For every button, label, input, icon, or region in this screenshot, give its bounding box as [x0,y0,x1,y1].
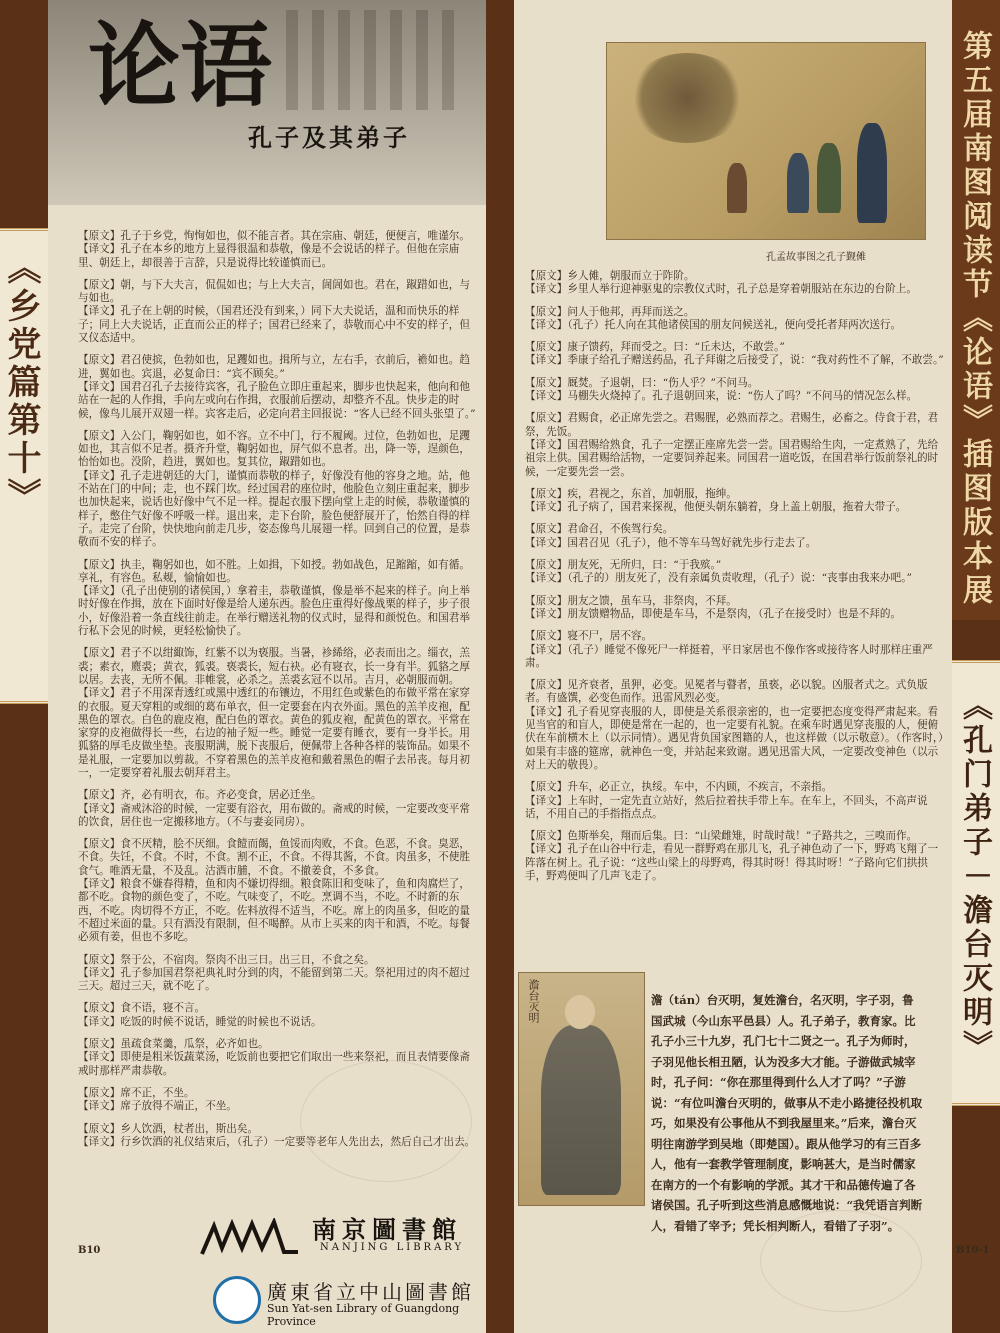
text-paragraph: 【译文】席子放得不端正，不坐。 [78,1100,237,1113]
figure-decoration [787,153,809,213]
portrait-head [565,995,595,1029]
disciple-biography: 澹（tán）台灭明，复姓澹台，名灭明，字子羽，鲁国武城（今山东平邑县）人。孔子弟子，教育家。比孔子小三十九岁，孔门七十二贤之一。孔子为师时，子羽见他长相丑陋，认为没多大才能。子游做武城宰时，孔子问：“你在那里得到什么人才了吗？”子游说：“有位叫澹台灭明的，做事从不走小路捷径投机取巧，如果没有公事他从不到我屋里来。”后来，澹台灭明往南游学到吴地（即楚国）。跟从他学习的有三百多人，他有一套教学管理制度，影响甚大，是当时儒家在南方的一个有影响的学派。其才干和品德传遍了各诸侯国。孔子听到这些消息感慨地说：“我凭语言判断人，看错了宰予；凭长相判断人，看错了子羽”。 [651,993,923,1233]
center-spine [486,0,514,1333]
text-paragraph: 【原文】君赐食，必正席先尝之。君赐腥，必熟而荐之。君赐生，必畜之。侍食于君，君祭，先饭。 [525,412,939,438]
text-paragraph: 【译文】孔子走进朝廷的大门，谨慎而恭敬的样子，好像没有他的容身之地。站，他不站在门的中间；走，也不踩门坎。经过国君的座位时，他脸色立刻庄重起来，脚步也加快起来，说话也好像中气不足一样。提起衣服下摆向堂上走的时候，恭敬谨慎的样子，憋住气好像不呼吸一样。退出来，走下台阶，脸色便舒展开了，怡然自得的样子。走完了台阶，快快地向前走几步，姿态像鸟儿展翅一样。回到自己的位置，是恭敬而不安的样子。 [78,469,470,549]
page-number-right: B10-1 [956,1245,990,1256]
text-paragraph: 【译文】孔子参加国君祭祀典礼时分到的肉，不能留到第二天。祭祀用过的肉不超过三天。超过三天，就不吃了。 [78,966,470,993]
sketch-decoration [760,1210,922,1312]
text-paragraph: 【原文】乡人傩，朝服而立于阼阶。 [525,270,695,282]
text-paragraph: 【译文】斋戒沐浴的时候，一定要有浴衣，用布做的。斋戒的时候，一定要改变平常的饮食，居住也一定搬移地方。（不与妻妾同房）。 [78,802,470,828]
text-paragraph: 【原文】康子馈药，拜而受之。曰：“丘未达，不敢尝。” [525,341,785,354]
text-paragraph: 【原文】疾，君视之，东首，加朝服，拖绅。 [525,487,737,500]
text-paragraph: 【译文】君子不用深青透红或黑中透红的布镶边，不用红色或紫色的布做平常在家穿的衣服。夏天穿粗的或细的葛布单衣，但一定要套在内衣外面。黑色的羔羊皮袍，配黑色的罩衣。白色的鹿皮袍，配白色的罩衣。黄色的狐皮袍，配黄色的罩衣。平常在家穿的皮袍做得长一些，右边的袖子短一些。睡觉一定要有睡衣，要有一身半长。用狐貉的厚毛皮做坐垫。丧服期满，脱下丧服后，便佩带上各种各样的装饰品。如果不是礼服，一定要加以剪裁。不穿着黑色的羔羊皮袍和戴着黑色的帽子去吊丧。每月初一，一定要穿着礼服去朝拜君主。 [78,687,470,779]
text-paragraph: 【译文】国君召孔子去接待宾客，孔子脸色立即庄重起来，脚步也快起来，他向和他站在一起的人作揖，手向左或向右作揖，衣服前后摆动，却整齐不乱。快步走的时候，像鸟儿展开双翅一样。宾客走后，必定向君主回报说：“客人已经不回头张望了。” [78,380,476,420]
text-paragraph: 【原文】虽疏食菜羹，瓜祭，必齐如也。 [78,1038,269,1051]
page-number-left: B10 [78,1245,101,1256]
nanjing-library-name: 南京圖書館 [312,1215,462,1244]
text-paragraph: 【原文】孔子于乡党，恂恂如也，似不能言者。其在宗庙、朝廷，便便言，唯谨尔。 [78,230,470,242]
text-paragraph: 【原文】君子不以绀緅饰，红紫不以为亵服。当暑，袗絺绤，必表而出之。缁衣，羔裘；素衣，麑裘；黄衣，狐裘。亵裘长，短右袂。必有寝衣，长一身有半。狐貉之厚以居。去丧，无所不佩。非帷裳，必杀之。羔裘玄冠不以吊。吉月，必朝服而朝。 [78,647,470,686]
disciple-portrait [518,972,645,1206]
relief-figures-decoration [286,10,466,110]
text-paragraph: 【原文】食不语，寝不言。 [78,1002,206,1015]
text-paragraph: 【译文】（孔子）睡觉不像死尸一样挺着，平日家居也不像作客或接待客人时那样庄重严肃。 [525,643,933,669]
text-paragraph: 【原文】齐，必有明衣，布。齐必变食，居必迁坐。 [78,789,322,802]
guangdong-library-english: Sun Yat-sen Library of Guangdong Province [267,1302,460,1328]
painting-caption: 孔孟故事图之孔子觐傩 [766,252,866,263]
text-paragraph: 【译文】（孔子的）朋友死了，没有亲属负责收理，（孔子）说：“丧事由我来办吧。” [525,572,912,585]
chapter-title: 《乡党篇第十》 [1,250,41,516]
text-paragraph: 【译文】国君赐给熟食，孔子一定摆正座席先尝一尝。国君赐给生肉，一定煮熟了，先给祖宗上供。国君赐给活物，一定要饲养起来。同国君一道吃饭，在国君举行饭前祭礼的时候，一定要先尝一尝。 [525,438,939,478]
guangdong-library-logo [205,1270,495,1326]
portrait-label: 澹台灭明 [527,979,540,1023]
text-paragraph: 【原文】朋友之馈，虽车马，非祭肉，不拜。 [525,594,737,607]
text-paragraph: 【译文】乡里人举行迎神驱鬼的宗教仪式时，孔子总是穿着朝服站在东边的台阶上。 [525,283,917,296]
text-paragraph: 【译文】吃饭的时候不说话，睡觉的时候也不说话。 [78,1015,322,1028]
figure-decoration [817,143,841,213]
sketch-decoration [300,1060,472,1182]
text-paragraph: 【原文】祭于公，不宿肉。祭肉不出三日。出三日，不食之矣。 [78,953,375,966]
nanjing-library-english: NANJING LIBRARY [320,1242,465,1253]
text-paragraph: 【译文】（孔子出使别的诸侯国，）拿着圭，恭敬谨慎，像是举不起来的样子。向上举时好像在作揖，放在下面时好像是给人递东西。脸色庄重得好像战栗的样子，步子很小，好像沿着一条直线往前走。在举行赠送礼物的仪式时，显得和颜悦色。和国君举行私下会见的时候，更轻松愉快了。 [78,585,470,638]
right-text-column [525,270,945,883]
text-paragraph: 【原文】入公门，鞠躬如也，如不容。立不中门，行不履阈。过位，色勃如也，足躩如也，其言似不足者。摄齐升堂，鞠躬如也，屏气似不息者。出，降一等，逞颜色，怡怡如也。没阶，趋进，翼如也。复其位，踧踖如也。 [78,429,470,469]
text-paragraph: 【原文】色斯举矣，翔而后集。曰：“山梁雌雉，时哉时哉！”子路共之，三嗅而作。 [525,830,918,843]
page-subtitle: 孔子及其弟子 [248,123,410,152]
text-paragraph: 【原文】问人于他邦，再拜而送之。 [525,305,695,318]
text-paragraph: 【原文】寝不尸，居不容。 [525,630,653,643]
text-paragraph: 【原文】君命召，不俟驾行矣。 [525,523,674,536]
nanjing-library-mark-icon [200,1218,300,1258]
text-paragraph: 【译文】行乡饮酒的礼仪结束后，（孔子）一定要等老年人先出去，然后自己才出去。 [78,1135,476,1148]
disciple-title: 《孔门弟子－澹台灭明》 [957,690,992,1064]
exhibition-title: 第五届南图阅读节《论语》插图版本展 [957,30,992,608]
page-title: 论语 [88,12,273,120]
left-text-column [78,230,476,1149]
text-paragraph: 【译文】季康子给孔子赠送药品，孔子拜谢之后接受了，说：“我对药性不了解，不敢尝。” [525,354,944,367]
text-paragraph: 【译文】孔子在山谷中行走，看见一群野鸡在那儿飞，孔子神色动了一下，野鸡飞翔了一阵落在树上。孔子说：“这些山梁上的母野鸡，得其时呀！得其时呀！”子路向它们拱拱手，野鸡便叫了几声飞走了。 [525,843,939,882]
text-paragraph: 【原文】朋友死，无所归，曰：“于我殡。” [525,559,722,572]
text-paragraph: 【原文】执圭，鞠躬如也，如不胜。上如揖，下如授。勃如战色，足蹜蹜，如有循。享礼，有容色。私觌，愉愉如也。 [78,558,470,584]
text-paragraph: 【译文】上车时，一定先直立站好，然后拉着扶手带上车。在车上，不回头，不高声说话，不用自己的手指指点点。 [525,794,928,820]
text-paragraph: 【译文】（孔子）托人向在其他诸侯国的朋友问候送礼，便向受托者拜两次送行。 [525,318,902,331]
portrait-robe [541,1025,621,1195]
text-paragraph: 【译文】孔子在上朝的时候，（国君还没有到来，）同下大夫说话，温和而快乐的样子；同上大夫说话，正直而公正的样子；国君已经来了，恭敬而心中不安的样子，但又仪态适中。 [78,305,470,345]
guangdong-library-name: 廣東省立中山圖書館 [267,1280,474,1304]
text-paragraph: 【原文】升车，必正立，执绥。车中，不内顾，不疾言，不亲指。 [525,781,833,794]
guangdong-library-emblem-icon [213,1276,261,1324]
text-paragraph: 【译文】朋友馈赠物品，即使是车马，不是祭肉，（孔子在接受时）也是不拜的。 [525,607,902,620]
figure-decoration [727,163,747,213]
text-paragraph: 【原文】乡人饮酒，杖者出，斯出矣。 [78,1122,259,1135]
figure-decoration [857,123,887,223]
text-paragraph: 【译文】孔子在本乡的地方上显得很温和恭敬，像是不会说话的样子。但他在宗庙里、朝廷上，却很善于言辞，只是说得比较谨慎而已。 [78,243,460,269]
text-paragraph: 【译文】孔子病了，国君来探视，他便头朝东躺着，身上盖上朝服，拖着大带子。 [525,501,907,514]
text-paragraph: 【原文】食不厌精，脍不厌细。食饐而餲，鱼馁而肉败，不食。色恶，不食。臭恶，不食。失饪，不食。不时，不食。割不正，不食。不得其酱，不食。肉虽多，不使胜食气。唯酒无量，不及乱。沽酒市脯，不食。不撤姜食，不多食。 [78,838,470,877]
text-paragraph: 【译文】粮食不嫌春得精，鱼和肉不嫌切得细。粮食陈旧和变味了，鱼和肉腐烂了，都不吃。食物的颜色变了，不吃。气味变了，不吃。烹调不当，不吃。不时新的东西，不吃。肉切得不方正，不吃。佐料放得不适当，不吃。席上的肉虽多，但吃的量不超过米面的量。只有酒没有限制，但不喝醉。从市上买来的肉干和酒，不吃。每餐必须有姜，但也不多吃。 [78,878,470,944]
text-paragraph: 【译文】孔子看见穿丧服的人，即使是关系很亲密的，也一定要把态度变得严肃起来。看见当官的和盲人，即使是常在一起的，也一定要有礼貌。在乘车时遇见穿丧服的人，便俯伏在车前横木上（以示同情）。遇见背负国家图籍的人，也这样做（以示敬意）。（作客时，）如果有丰盛的筵席，就神色一变，并站起来致谢。遇见迅雷大风，一定要改变神色（以示对上天的敬畏）。 [525,705,944,771]
text-paragraph: 【译文】马棚失火烧掉了。孔子退朝回来，说：“伤人了吗？”不问马的情况怎么样。 [525,390,918,403]
text-paragraph: 【原文】君召使摈，色勃如也，足躩如也。揖所与立，左右手，衣前后，襜如也。趋进，翼如也。宾退，必复命曰：“宾不顾矣。” [78,354,470,380]
tree-decoration [627,53,747,143]
header-banner [48,0,486,205]
nanjing-library-logo [200,1208,490,1264]
text-paragraph: 【译文】国君召见（孔子），他不等车马驾好就先步行走去了。 [525,536,817,549]
painting-illustration [606,42,926,240]
text-paragraph: 【原文】朝，与下大夫言，侃侃如也；与上大夫言，訚訚如也。君在，踧踖如也，与与如也。 [78,278,470,305]
text-paragraph: 【原文】厩焚。子退朝，曰：“伤人乎？”不问马。 [525,376,759,389]
text-paragraph: 【译文】即使是粗米饭蔬菜汤，吃饭前也要把它们取出一些来祭祀，而且表情要像斋戒时那样严肃恭敬。 [78,1051,470,1077]
text-paragraph: 【原文】见齐衰者，虽狎，必变。见冕者与瞽者，虽亵，必以貌。凶服者式之。式负版者。有盛馔，必变色而作。迅雷风烈必变。 [525,679,928,705]
text-paragraph: 【原文】席不正，不坐。 [78,1086,195,1099]
